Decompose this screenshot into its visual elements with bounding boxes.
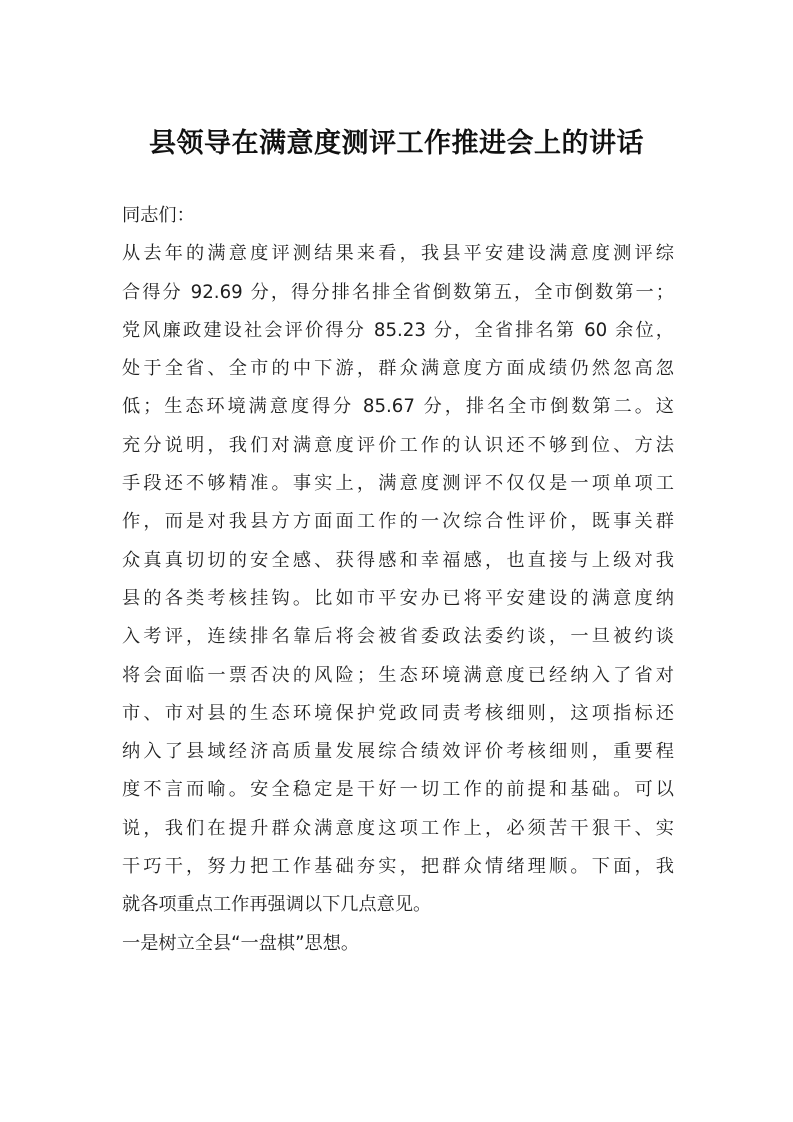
paragraph-line: 市、市对县的生态环境保护党政同责考核细则，这项指标还	[122, 702, 674, 724]
point-one-heading: 一是树立全县“一盘棋”思想。	[122, 932, 360, 954]
document-body	[122, 197, 674, 963]
paragraph-line: 就各项重点工作再强调以下几点意见。	[122, 894, 432, 916]
paragraph-line: 纳入了县域经济高质量发展综合绩效评价考核细则，重要程	[122, 741, 674, 763]
paragraph-line: 手段还不够精准。事实上，满意度测评不仅仅是一项单项工	[122, 473, 674, 495]
paragraph-line: 作，而是对我县方方面面工作的一次综合性评价，既事关群	[122, 511, 674, 533]
paragraph-line: 充分说明，我们对满意度评价工作的认识还不够到位、方法	[122, 434, 674, 456]
paragraph-line: 入考评，连续排名靠后将会被省委政法委约谈，一旦被约谈	[122, 626, 674, 648]
paragraph-line: 干巧干，努力把工作基础夯实，把群众情绪理顺。下面，我	[122, 856, 674, 878]
paragraph-line: 处于全省、全市的中下游，群众满意度方面成绩仍然忽高忽	[122, 358, 674, 380]
paragraph-line: 将会面临一票否决的风险；生态环境满意度已经纳入了省对	[122, 664, 674, 686]
paragraph-line: 党风廉政建设社会评价得分 85.23 分，全省排名第 60 余位，	[122, 319, 674, 341]
paragraph-line: 低；生态环境满意度得分 85.67 分，排名全市倒数第二。这	[122, 396, 674, 418]
paragraph-line: 说，我们在提升群众满意度这项工作上，必须苦干狠干、实	[122, 817, 674, 839]
paragraph-line: 从去年的满意度评测结果来看，我县平安建设满意度测评综	[122, 243, 674, 265]
document-title: 县领导在满意度测评工作推进会上的讲话	[149, 128, 644, 159]
paragraph-line: 合得分 92.69 分，得分排名排全省倒数第五，全市倒数第一；	[122, 281, 674, 303]
paragraph-line: 县的各类考核挂钩。比如市平安办已将平安建设的满意度纳	[122, 587, 674, 609]
paragraph-line: 众真真切切的安全感、获得感和幸福感，也直接与上级对我	[122, 549, 674, 571]
salutation: 同志们：	[122, 205, 195, 226]
paragraph-line: 度不言而喻。安全稳定是干好一切工作的前提和基础。可以	[122, 779, 674, 801]
